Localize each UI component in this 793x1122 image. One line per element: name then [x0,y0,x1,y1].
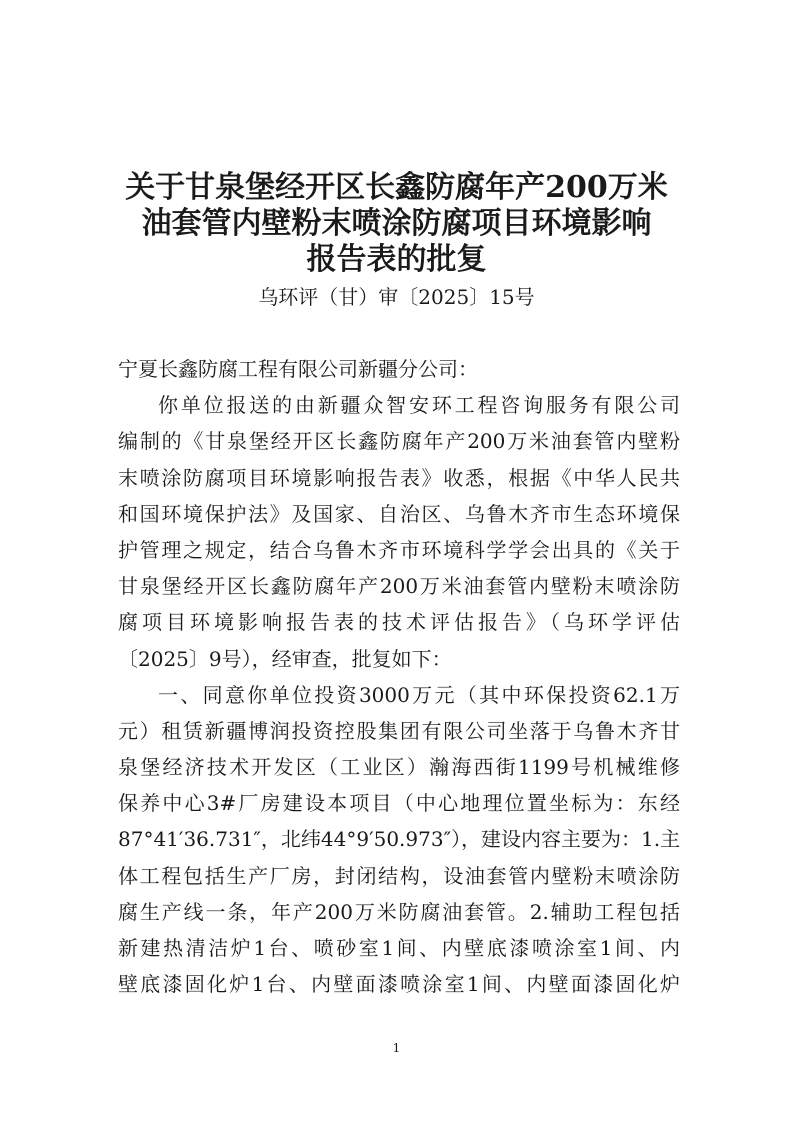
paragraph-line: 护管理之规定，结合乌鲁木齐市环境科学学会出具的《关于 [118,537,680,562]
paragraph-line: 新建热清洁炉1台、喷砂室1间、内壁底漆喷涂室1间、内 [118,936,680,960]
paragraph-line: 编制的《甘泉堡经开区长鑫防腐年产200万米油套管内壁粉 [118,429,680,454]
page-number: 1 [392,1041,401,1055]
document-title [100,170,693,278]
paragraph-line: 腐项目环境影响报告表的技术评估报告》（乌环学评估 [118,610,680,635]
document-body [118,351,680,1002]
paragraph-line: 壁底漆固化炉1台、内壁面漆喷涂室1间、内壁面漆固化炉 [118,972,680,997]
document-number: 乌环评（甘）审〔2025〕15号 [258,285,535,309]
paragraph-line: 〔2025〕9号），经审查，批复如下： [118,646,452,671]
paragraph-line: 腐生产线一条，年产200万米防腐油套管。2.辅助工程包括 [118,899,680,924]
paragraph-line: 体工程包括生产厂房，封闭结构，设油套管内壁粉末喷涂防 [118,863,680,888]
paragraph-line: 保养中心3#厂房建设本项目（中心地理位置坐标为：东经 [118,791,680,816]
title-line: 关于甘泉堡经开区长鑫防腐年产200万米 [125,170,668,205]
paragraph-line: 甘泉堡经开区长鑫防腐年产200万米油套管内壁粉末喷涂防 [118,574,680,599]
paragraph-line: 你单位报送的由新疆众智安环工程咨询服务有限公司 [158,393,680,418]
paragraph-line: 元）租赁新疆博润投资控股集团有限公司坐落于乌鲁木齐甘 [118,718,680,743]
title-line: 报告表的批复 [306,242,487,277]
paragraph-line: 泉堡经济技术开发区（工业区）瀚海西街1199号机械维修 [118,755,680,780]
paragraph-line: 末喷涂防腐项目环境影响报告表》收悉，根据《中华人民共 [118,465,680,490]
paragraph-line: 一、同意你单位投资3000万元（其中环保投资62.1万 [158,682,680,707]
addressee: 宁夏长鑫防腐工程有限公司新疆分公司： [118,357,478,381]
paragraph-line: 和国环境保护法》及国家、自治区、乌鲁木齐市生态环境保 [118,501,680,526]
paragraph-line: 87°41′36.731″，北纬44°9′50.973″），建设内容主要为：1.主 [118,827,680,852]
title-line: 油套管内壁粉末喷涂防腐项目环境影响 [141,206,652,241]
